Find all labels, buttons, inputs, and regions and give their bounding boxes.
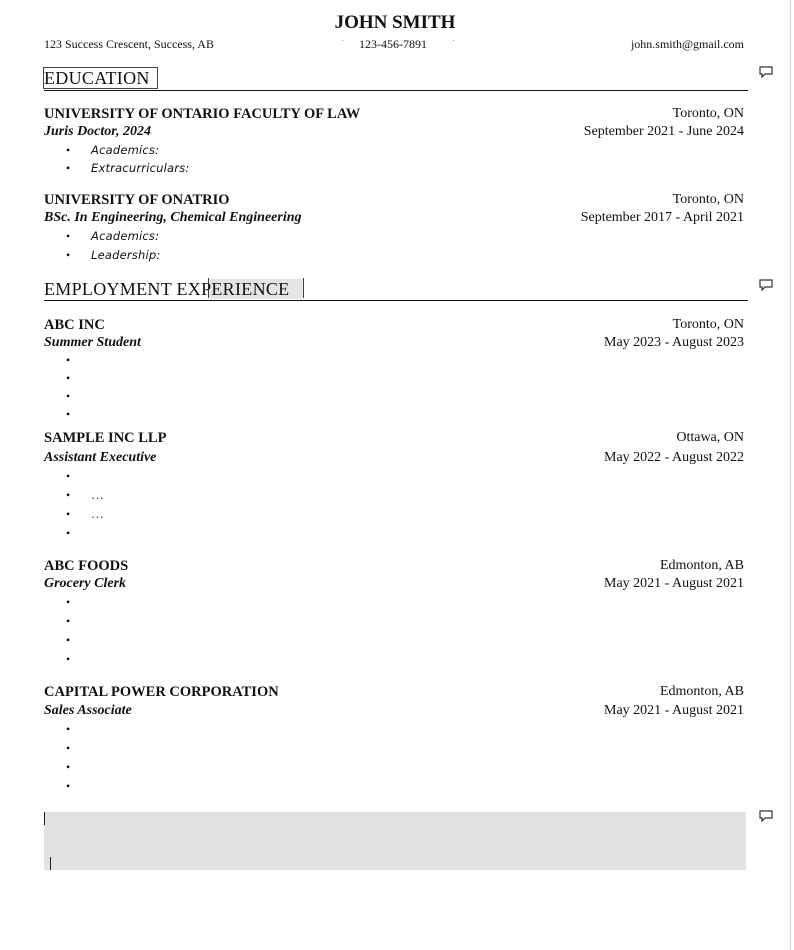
contact-email: john.smith@gmail.com bbox=[630, 37, 744, 51]
bullet: • bbox=[66, 248, 71, 262]
bullet: • bbox=[66, 143, 71, 157]
section-divider bbox=[44, 300, 748, 301]
bullet: • bbox=[66, 526, 71, 540]
section-title-part: PERIENCE bbox=[201, 279, 290, 299]
job-dates: May 2021 - August 2021 bbox=[604, 576, 744, 591]
section-title-employment[interactable] bbox=[44, 279, 289, 300]
contact-phone: 123-456-7891 bbox=[359, 37, 427, 51]
bullet: • bbox=[66, 614, 71, 628]
education-dates: September 2017 - April 2021 bbox=[580, 210, 744, 225]
education-degree: BSc. In Engineering, Chemical Engineering bbox=[44, 210, 302, 225]
bullet: • bbox=[66, 722, 71, 736]
text-cursor bbox=[50, 857, 51, 870]
job-company: CAPITAL POWER CORPORATION bbox=[44, 684, 279, 700]
education-school: UNIVERSITY OF ONTARIO FACULTY OF LAW bbox=[44, 106, 361, 122]
bullet: • bbox=[66, 389, 71, 403]
bullet: • bbox=[66, 507, 71, 521]
job-company: SAMPLE INC LLP bbox=[44, 430, 167, 446]
job-company: ABC INC bbox=[44, 317, 105, 333]
job-bullet-text: … bbox=[91, 487, 104, 502]
job-role: Assistant Executive bbox=[44, 450, 157, 465]
bullet: • bbox=[66, 161, 71, 175]
education-dates: September 2021 - June 2024 bbox=[583, 124, 744, 139]
section-title-part: EMPLOYMENT EX bbox=[44, 279, 202, 299]
education-bullet-text: Extracurriculars: bbox=[91, 161, 190, 175]
bullet: • bbox=[66, 652, 71, 666]
job-location: Ottawa, ON bbox=[676, 430, 744, 445]
empty-content-block[interactable] bbox=[44, 812, 746, 870]
bullet: • bbox=[66, 595, 71, 609]
education-location: Toronto, ON bbox=[672, 106, 744, 121]
bullet: • bbox=[66, 371, 71, 385]
bullet: • bbox=[66, 633, 71, 647]
bullet: • bbox=[66, 779, 71, 793]
education-bullet-text: Academics: bbox=[91, 143, 160, 157]
resume-name: JOHN SMITH bbox=[334, 12, 456, 33]
contact-address: 123 Success Crescent, Success, AB bbox=[44, 37, 214, 51]
job-dates: May 2023 - August 2023 bbox=[604, 335, 744, 350]
contact-separator: · bbox=[341, 36, 345, 47]
bullet: • bbox=[66, 488, 71, 502]
education-bullet-text: Academics: bbox=[91, 229, 160, 243]
section-title-education[interactable]: EDUCATION bbox=[44, 68, 150, 88]
bullet: • bbox=[66, 741, 71, 755]
bullet: • bbox=[66, 407, 71, 421]
comment-icon[interactable] bbox=[759, 66, 773, 78]
education-school: UNIVERSITY OF ONATRIO bbox=[44, 192, 230, 208]
job-role: Summer Student bbox=[44, 335, 141, 350]
education-location: Toronto, ON bbox=[672, 192, 744, 207]
comment-icon[interactable] bbox=[759, 279, 773, 291]
job-role: Grocery Clerk bbox=[44, 576, 127, 591]
section-divider bbox=[44, 90, 748, 91]
bullet: • bbox=[66, 353, 71, 367]
contact-separator: · bbox=[452, 36, 456, 47]
education-bullet-text: Leadership: bbox=[91, 248, 161, 262]
bullet: • bbox=[66, 229, 71, 243]
job-location: Edmonton, AB bbox=[659, 558, 744, 573]
comment-icon[interactable] bbox=[759, 810, 773, 822]
job-location: Edmonton, AB bbox=[659, 684, 744, 699]
job-company: ABC FOODS bbox=[44, 558, 129, 574]
job-bullet-text: … bbox=[91, 506, 104, 521]
job-dates: May 2021 - August 2021 bbox=[604, 703, 744, 718]
job-dates: May 2022 - August 2022 bbox=[604, 450, 744, 465]
text-cursor bbox=[44, 812, 45, 825]
bullet: • bbox=[66, 469, 71, 483]
job-role: Sales Associate bbox=[44, 703, 132, 718]
job-location: Toronto, ON bbox=[672, 317, 744, 332]
education-degree: Juris Doctor, 2024 bbox=[44, 124, 151, 139]
bullet: • bbox=[66, 760, 71, 774]
